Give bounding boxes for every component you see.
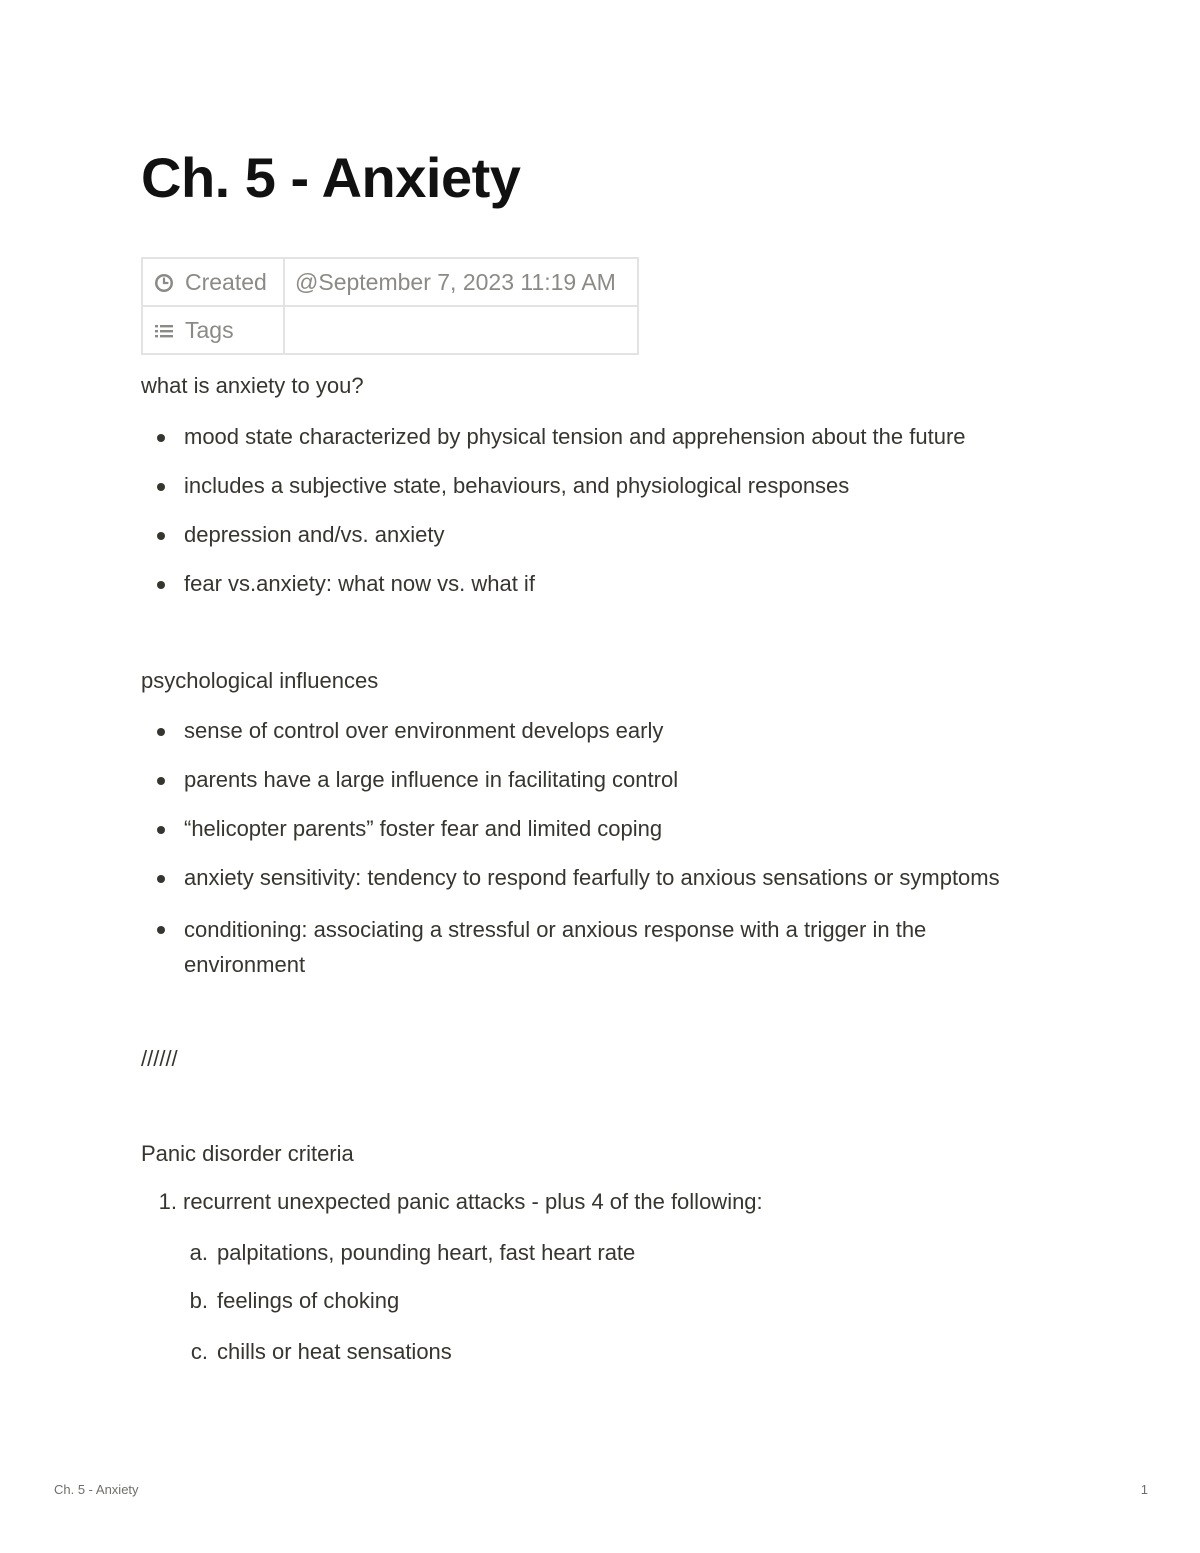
clock-icon bbox=[153, 272, 175, 294]
list-item-text: recurrent unexpected panic attacks - plus 4 of the following: bbox=[183, 1189, 763, 1214]
lettered-item-c bbox=[183, 1337, 1083, 1367]
list-item bbox=[141, 765, 1081, 795]
section-heading-panic: Panic disorder criteria bbox=[141, 1141, 354, 1166]
properties-table bbox=[141, 257, 639, 355]
list-item-text: conditioning: associating a stressful or anxious response with a trigger in the environment bbox=[184, 917, 927, 977]
footer-page-number: 1 bbox=[1140, 1482, 1148, 1497]
list-item-text: chills or heat sensations bbox=[217, 1339, 452, 1364]
list-item-text: sense of control over environment develops early bbox=[184, 718, 664, 743]
property-value-tags[interactable] bbox=[284, 306, 638, 354]
list-marker: 1. bbox=[158, 1189, 177, 1214]
list-item bbox=[141, 471, 1081, 501]
lettered-item-b bbox=[183, 1286, 1083, 1316]
list-item bbox=[141, 716, 1081, 746]
list-icon bbox=[153, 320, 175, 342]
list-item bbox=[141, 569, 1081, 599]
list-marker: c. bbox=[190, 1339, 208, 1364]
bullet-dot bbox=[157, 483, 165, 491]
property-row-created bbox=[142, 258, 638, 306]
list-item-text: anxiety sensitivity: tendency to respond fearfully to anxious sensations or symptoms bbox=[184, 865, 1000, 890]
list-item-text: feelings of choking bbox=[217, 1288, 400, 1313]
section-heading-psychological: psychological influences bbox=[141, 668, 379, 693]
list-item bbox=[141, 912, 1024, 982]
lettered-item-a bbox=[183, 1238, 1083, 1268]
list-item-text: “helicopter parents” foster fear and limited coping bbox=[184, 816, 663, 841]
list-item-text: depression and/vs. anxiety bbox=[184, 522, 445, 547]
bullet-dot bbox=[157, 728, 165, 736]
section-heading-anxiety: what is anxiety to you? bbox=[141, 373, 364, 398]
bullet-dot bbox=[157, 581, 165, 589]
page-title: Ch. 5 - Anxiety bbox=[141, 146, 521, 209]
footer-title: Ch. 5 - Anxiety bbox=[54, 1482, 139, 1497]
list-item-text: mood state characterized by physical tension and apprehension about the future bbox=[184, 424, 966, 449]
list-item-text: palpitations, pounding heart, fast heart rate bbox=[217, 1240, 636, 1265]
list-item bbox=[141, 814, 1081, 844]
list-item bbox=[141, 422, 1081, 452]
bullet-dot bbox=[157, 532, 165, 540]
list-marker: b. bbox=[189, 1288, 208, 1313]
bullet-dot bbox=[157, 777, 165, 785]
bullet-dot bbox=[157, 875, 165, 883]
property-row-tags bbox=[142, 306, 638, 354]
list-item-text: includes a subjective state, behaviours, and physiological responses bbox=[184, 473, 850, 498]
bullet-dot bbox=[157, 434, 165, 442]
property-key-created bbox=[142, 258, 284, 306]
property-key-tags bbox=[142, 306, 284, 354]
bullet-list-anxiety bbox=[141, 422, 1081, 618]
property-value-created[interactable]: @September 7, 2023 11:19 AM bbox=[284, 258, 638, 306]
bullet-dot bbox=[157, 826, 165, 834]
list-item-text: fear vs.anxiety: what now vs. what if bbox=[184, 571, 535, 596]
divider-text: ////// bbox=[141, 1046, 178, 1071]
list-marker: a. bbox=[189, 1240, 208, 1265]
list-item bbox=[141, 863, 1081, 893]
list-item-text: parents have a large influence in facilitating control bbox=[184, 767, 679, 792]
property-key-label: Created bbox=[185, 268, 267, 295]
property-key-label: Tags bbox=[185, 316, 234, 343]
bullet-list-psychological bbox=[141, 716, 1081, 1001]
list-item bbox=[141, 520, 1081, 550]
bullet-dot bbox=[157, 926, 165, 934]
numbered-item-1 bbox=[141, 1187, 1081, 1217]
